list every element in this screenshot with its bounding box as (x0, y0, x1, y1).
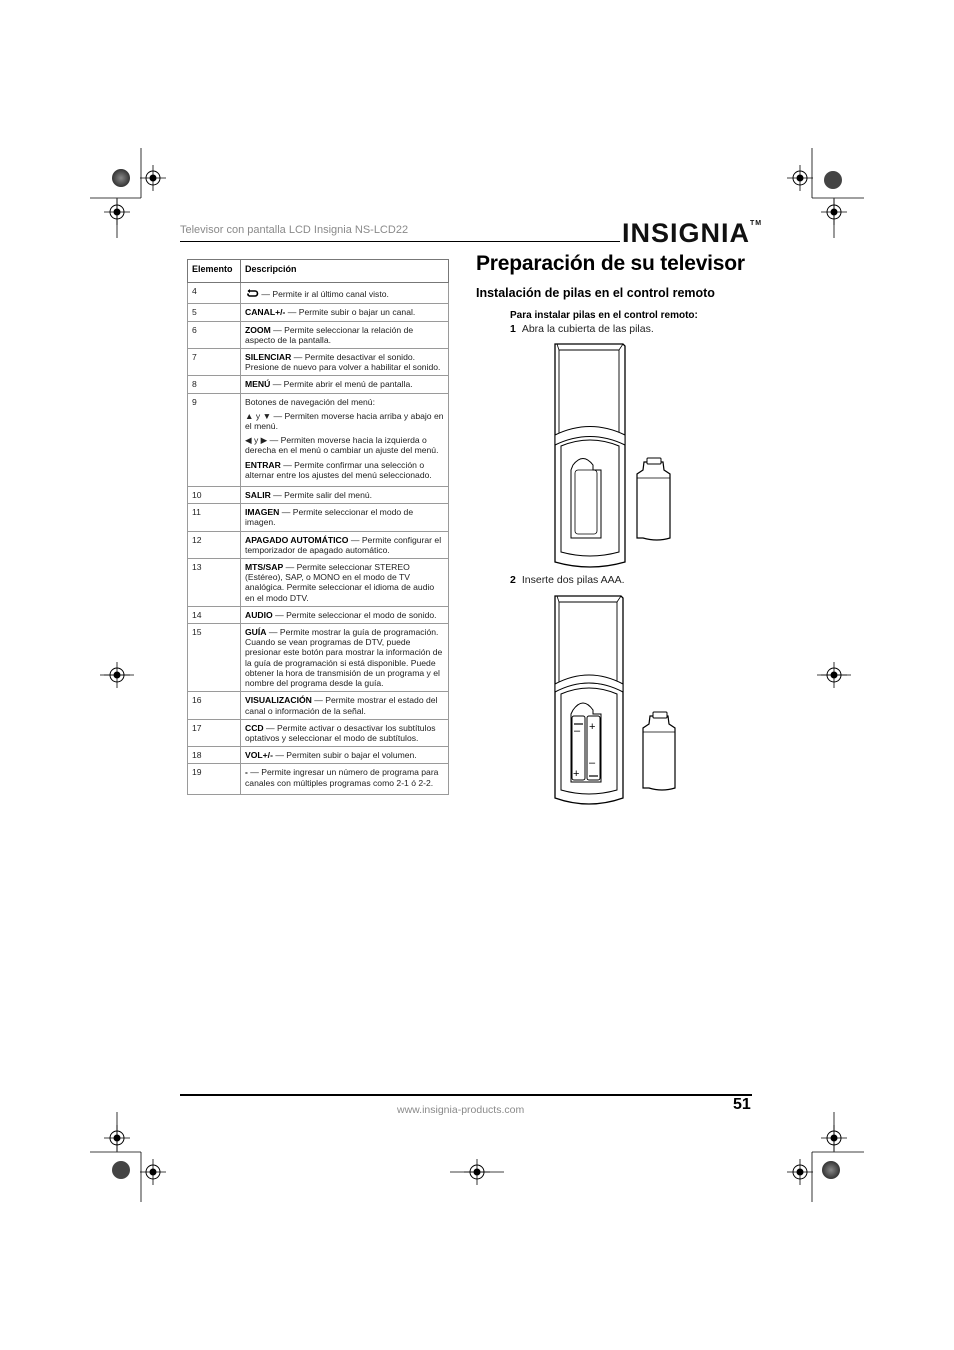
table-row (188, 747, 449, 764)
row-description: — Permite ir al último canal visto. (241, 283, 449, 304)
table-row (188, 349, 449, 376)
table-row (188, 559, 449, 607)
row-number: 10 (188, 487, 241, 504)
table-row (188, 321, 449, 348)
table-row (188, 487, 449, 504)
up-down-arrows-text: ▲ y ▼ — Permiten moverse hacia arriba y abajo en el menú. (245, 410, 444, 432)
row-description: SALIR — Permite salir del menú. (241, 487, 449, 504)
battery-plus-sign: + (589, 721, 596, 733)
table-row (188, 624, 449, 692)
row-description: - — Permite ingresar un número de programa para canales con múltiples programas como 2-1 ó 2-2. (241, 764, 449, 794)
table-row (188, 376, 449, 393)
step-number: 2 (510, 574, 516, 586)
col-description: Descripción (241, 260, 449, 283)
row-description: VOL+/- — Permiten subir o bajar el volumen. (241, 747, 449, 764)
row-number: 9 (188, 393, 241, 486)
row-number: 19 (188, 764, 241, 794)
footer-rule (180, 1094, 752, 1096)
table-header-row (188, 260, 449, 283)
battery-plus-sign: + (573, 768, 580, 780)
table-row (188, 764, 449, 794)
remote-batteries-inserted-illustration (545, 592, 685, 812)
row-number: 11 (188, 504, 241, 531)
insignia-logo (622, 218, 762, 249)
step-number: 1 (510, 323, 516, 335)
menu-nav-intro: Botones de navegación del menú: (245, 396, 375, 407)
page-number: 51 (733, 1096, 751, 1113)
remote-open-cover-illustration (545, 340, 685, 572)
row-number: 12 (188, 531, 241, 558)
header-rule (180, 241, 620, 242)
battery-minus-sign: – (589, 757, 596, 769)
row-description: Botones de navegación del menú: ▲ y ▼ — Permiten moverse hacia arriba y abajo en el menú. ◀ y ▶ — Permiten moverse hacia la izquierda o derecha en el menú o cambiar un ajuste del menú. ENTRAR — Permite confirmar una selección o alternar entre los ajustes del menú seleccionado. (241, 393, 449, 486)
previous-channel-icon (245, 288, 259, 299)
row-number: 14 (188, 606, 241, 623)
row-number: 15 (188, 624, 241, 692)
row-number: 6 (188, 321, 241, 348)
row-number: 16 (188, 692, 241, 719)
trademark: TM (750, 220, 763, 227)
row-number: 13 (188, 559, 241, 607)
table-row (188, 304, 449, 321)
table-row (188, 719, 449, 746)
table-row (188, 692, 449, 719)
row-number: 17 (188, 719, 241, 746)
col-element: Elemento (188, 260, 241, 283)
row-number: 7 (188, 349, 241, 376)
step-text: Inserte dos pilas AAA. (521, 574, 625, 586)
footer-url: www.insignia-products.com (397, 1104, 525, 1116)
row-number: 18 (188, 747, 241, 764)
row-description: ZOOM — Permite seleccionar la relación de aspecto de la pantalla. (241, 321, 449, 348)
battery-minus-sign: – (574, 725, 581, 737)
row-description: MTS/SAP — Permite seleccionar STEREO (Estéreo), SAP, o MONO en el modo de TV analógica. Permite seleccionar el idioma de audio en el modo DTV. (241, 559, 449, 607)
step-2 (510, 574, 625, 586)
table-row (188, 531, 449, 558)
row-number: 8 (188, 376, 241, 393)
section-title: Preparación de su televisor (476, 252, 745, 275)
section-subtitle: Instalación de pilas en el control remoto (476, 286, 715, 300)
row-description: APAGADO AUTOMÁTICO — Permite configurar el temporizador de apagado automático. (241, 531, 449, 558)
row-description: VISUALIZACIÓN — Permite mostrar el estado del canal o información de la señal. (241, 692, 449, 719)
table-row (188, 283, 449, 304)
table-row (188, 393, 449, 486)
row-description: MENÚ — Permite abrir el menú de pantalla. (241, 376, 449, 393)
row-description: IMAGEN — Permite seleccionar el modo de imagen. (241, 504, 449, 531)
row-description: CANAL+/- — Permite subir o bajar un canal. (241, 304, 449, 321)
procedure-title: Para instalar pilas en el control remoto: (510, 310, 698, 321)
step-1 (510, 323, 654, 335)
remote-buttons-table (187, 259, 449, 795)
row-number: 4 (188, 283, 241, 304)
table-row (188, 504, 449, 531)
running-header: Televisor con pantalla LCD Insignia NS-LCD22 (180, 224, 409, 236)
table-row (188, 606, 449, 623)
row-description: CCD — Permite activar o desactivar los subtítulos optativos y seleccionar el modo de subtítulos. (241, 719, 449, 746)
brand-name: INSIGNIA (622, 218, 751, 248)
row-description: GUÍA — Permite mostrar la guía de programación. Cuando se vean programas de DTV, puede presionar este botón para mostrar la información de la guía de programación si está disponible. Puede obtener la hora de transmisión de un programa y el nombre del programa desde la guía. (241, 624, 449, 692)
row-description: SILENCIAR — Permite desactivar el sonido. Presione de nuevo para volver a habilitar el sonido. (241, 349, 449, 376)
row-description: AUDIO — Permite seleccionar el modo de sonido. (241, 606, 449, 623)
step-text: Abra la cubierta de las pilas. (521, 323, 654, 335)
left-right-arrows-text: ◀ y ▶ — Permiten moverse hacia la izquierda o derecha en el menú o cambiar un ajuste del menú. (245, 435, 439, 456)
row-number: 5 (188, 304, 241, 321)
